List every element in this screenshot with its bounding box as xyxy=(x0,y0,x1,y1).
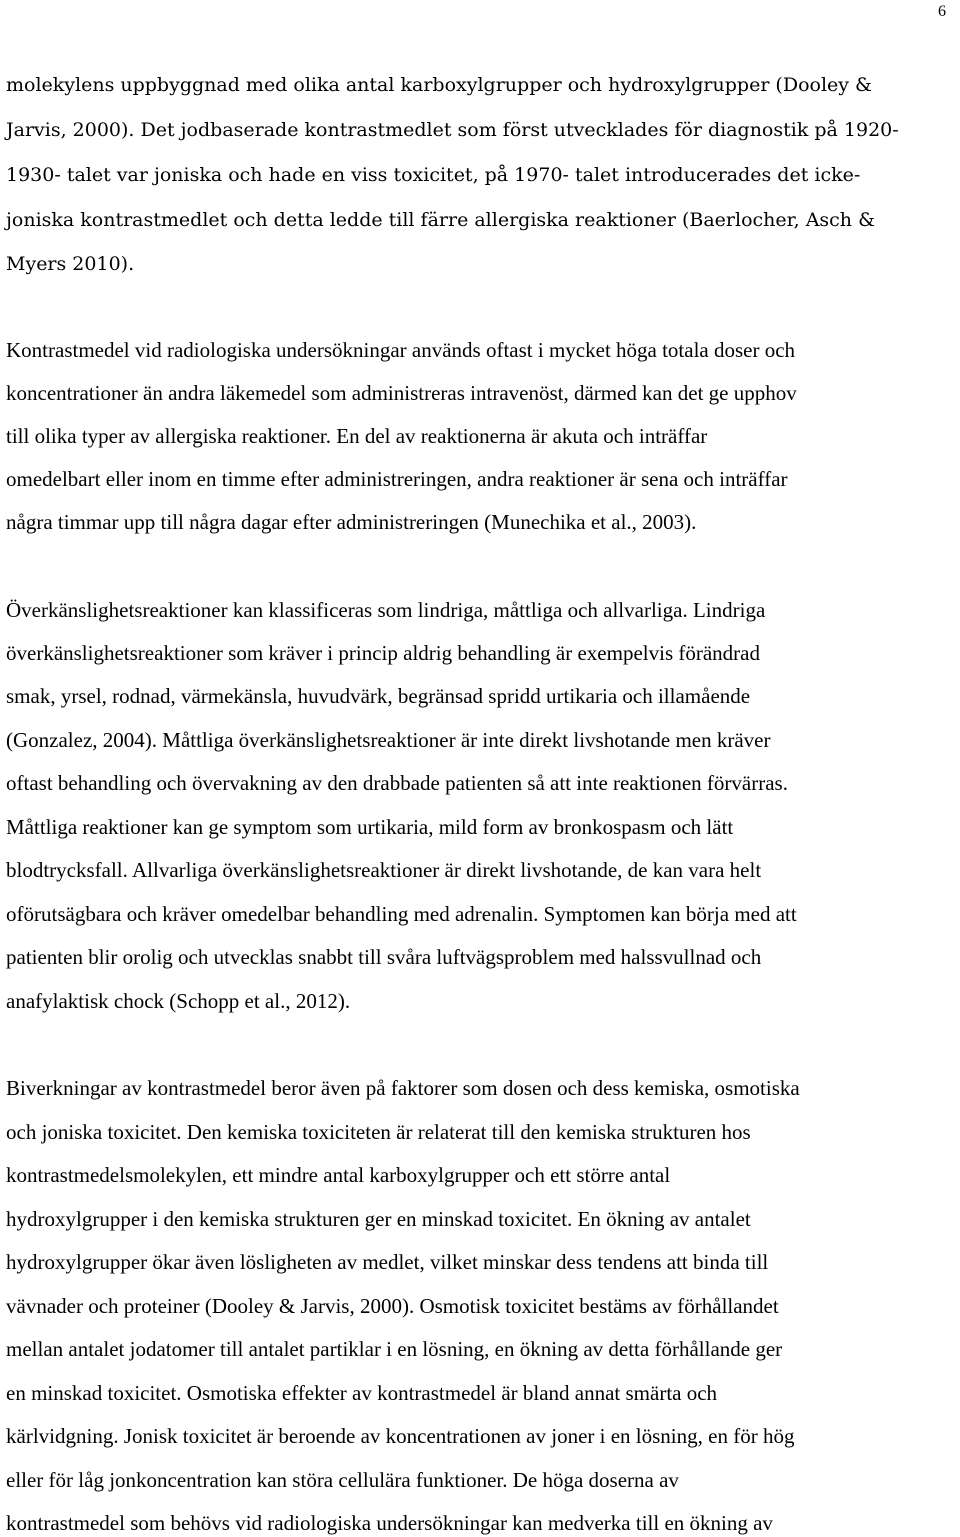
text-line: Kontrastmedel vid radiologiska undersökningar används oftast i mycket höga totala doser och xyxy=(6,338,796,362)
text-line: oftast behandling och övervakning av den drabbade patienten så att inte reaktionen förvärras. xyxy=(6,771,788,795)
text-line: Myers 2010). xyxy=(6,253,135,275)
text-line: en minskad toxicitet. Osmotiska effekter av kontrastmedel är bland annat smärta och xyxy=(6,1381,718,1405)
text-line: kontrastmedelsmolekylen, ett mindre antal karboxylgrupper och ett större antal xyxy=(6,1163,671,1187)
text-line: kärlvidgning. Jonisk toxicitet är beroende av koncentrationen av joner i en lösning, en för hög xyxy=(6,1424,795,1448)
text-line: eller för låg jonkoncentration kan störa cellulära funktioner. De höga doserna av xyxy=(6,1468,679,1492)
text-line: omedelbart eller inom en timme efter administreringen, andra reaktioner är sena och inträffar xyxy=(6,467,788,491)
text-line: molekylens uppbyggnad med olika antal karboxylgrupper och hydroxylgrupper (Dooley & xyxy=(6,74,872,96)
text-line: kontrastmedel som behövs vid radiologiska undersökningar kan medverka till en ökning av xyxy=(6,1511,773,1535)
text-line: Biverkningar av kontrastmedel beror även på faktorer som dosen och dess kemiska, osmotiska xyxy=(6,1076,800,1100)
text-line: och joniska toxicitet. Den kemiska toxiciteten är relaterat till den kemiska strukturen hos xyxy=(6,1120,751,1144)
text-line: mellan antalet jodatomer till antalet partiklar i en lösning, en ökning av detta förhållande ger xyxy=(6,1337,783,1361)
text-line: anafylaktisk chock (Schopp et al., 2012). xyxy=(6,989,351,1013)
text-line: Överkänslighetsreaktioner kan klassificeras som lindriga, måttliga och allvarliga. Lindriga xyxy=(6,598,766,622)
text-line: (Gonzalez, 2004). Måttliga överkänslighetsreaktioner är inte direkt livshotande men kräver xyxy=(6,728,771,752)
text-line: koncentrationer än andra läkemedel som administreras intravenöst, därmed kan det ge upphov xyxy=(6,381,797,405)
text-line: blodtrycksfall. Allvarliga överkänslighetsreaktioner är direkt livshotande, de kan vara helt xyxy=(6,858,762,882)
text-line: 1930- talet var joniska och hade en viss toxicitet, på 1970- talet introducerades det icke- xyxy=(6,164,861,186)
text-line: Jarvis, 2000). Det jodbaserade kontrastmedlet som först utvecklades för diagnostik på 1920- xyxy=(6,119,899,141)
text-line: oförutsägbara och kräver omedelbar behandling med adrenalin. Symptomen kan börja med att xyxy=(6,902,797,926)
text-line: överkänslighetsreaktioner som kräver i princip aldrig behandling är exempelvis förändrad xyxy=(6,641,760,665)
text-line: smak, yrsel, rodnad, värmekänsla, huvudvärk, begränsad spridd urtikaria och illamående xyxy=(6,684,751,708)
page-number: 6 xyxy=(938,3,946,20)
text-line: hydroxylgrupper i den kemiska strukturen ger en minskad toxicitet. En ökning av antalet xyxy=(6,1207,751,1231)
text-line: några timmar upp till några dagar efter administreringen (Munechika et al., 2003). xyxy=(6,510,697,534)
text-line: vävnader och proteiner (Dooley & Jarvis, 2000). Osmotisk toxicitet bestäms av förhållandet xyxy=(6,1294,779,1318)
text-line: joniska kontrastmedlet och detta ledde till färre allergiska reaktioner (Baerlocher, Asch & xyxy=(6,209,875,231)
text-line: hydroxylgrupper ökar även lösligheten av medlet, vilket minskar dess tendens att binda till xyxy=(6,1250,769,1274)
text-line: Måttliga reaktioner kan ge symptom som urtikaria, mild form av bronkospasm och lätt xyxy=(6,815,734,839)
text-line: patienten blir orolig och utvecklas snabbt till svåra luftvägsproblem med halssvullnad och xyxy=(6,945,762,969)
text-line: till olika typer av allergiska reaktioner. En del av reaktionerna är akuta och inträffar xyxy=(6,424,708,448)
